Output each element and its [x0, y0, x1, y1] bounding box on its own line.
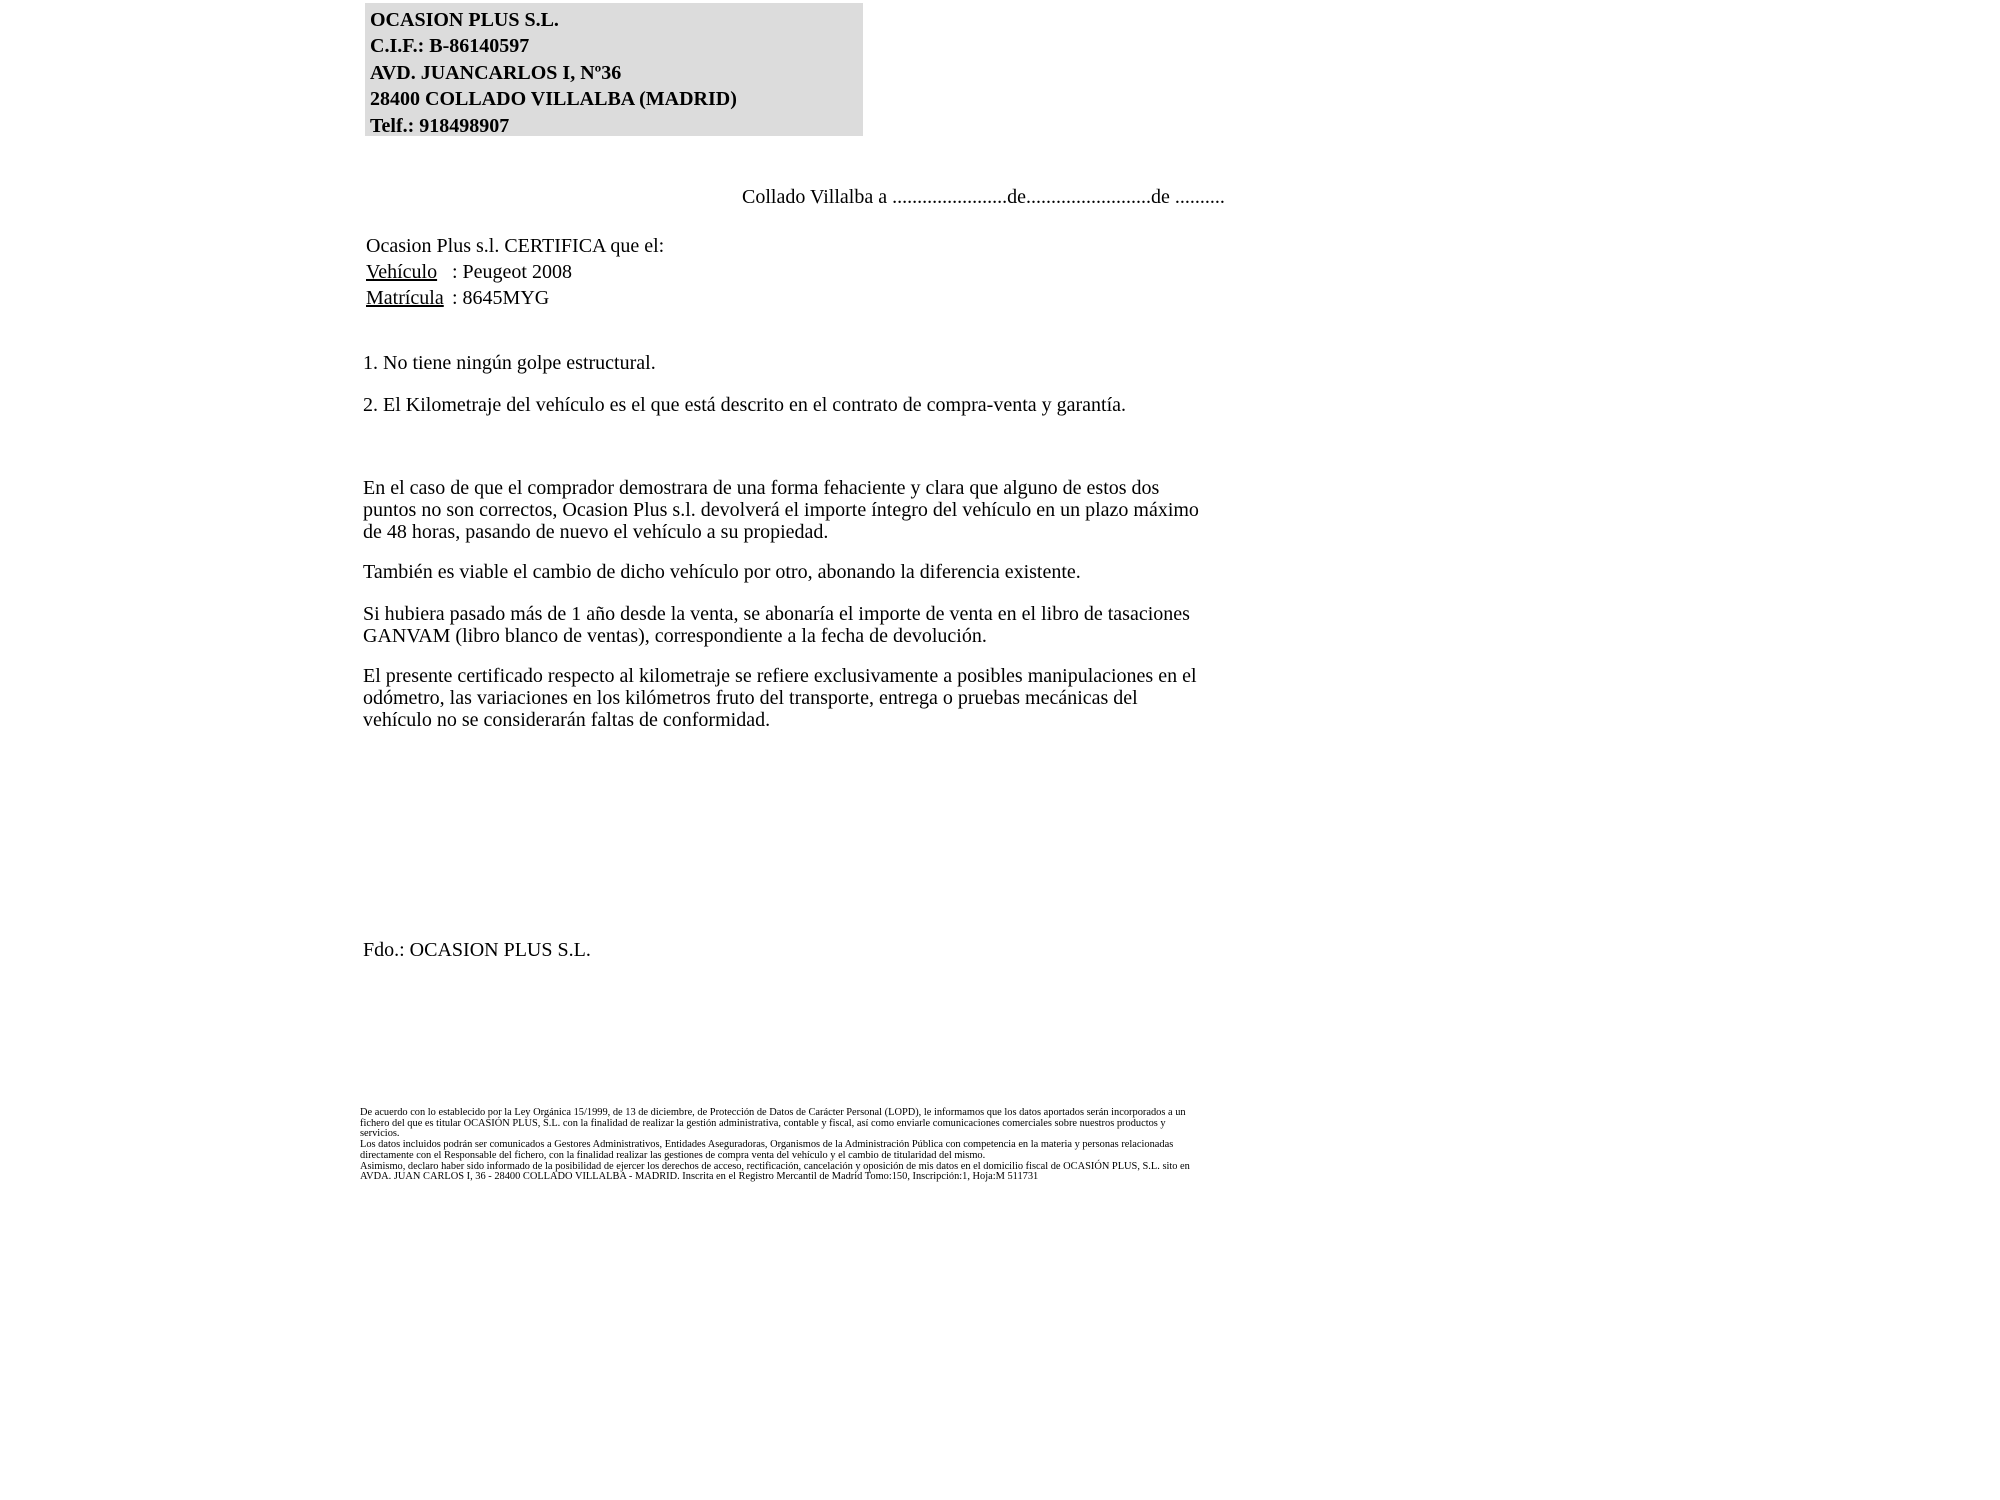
body-paragraph-odometer: El presente certificado respecto al kilometraje se refiere exclusivamente a posibles manipulaciones en el odómetro, las variaciones en los kilómetros fruto del transporte, entrega o pruebas mecánicas del vehículo no se considerarán faltas de conformidad.: [363, 665, 1197, 731]
company-phone: Telf.: 918498907: [370, 114, 510, 137]
vehicle-row: [366, 259, 1066, 285]
certificate-point-2: 2. El Kilometraje del vehículo es el que está descrito en el contrato de compra-venta y garantía.: [363, 394, 1127, 416]
company-name: OCASION PLUS S.L.: [370, 9, 559, 31]
legal-paragraph-rights: Asimismo, declaro haber sido informado de la posibilidad de ejercer los derechos de acceso, rectificación, cancelación y oposición de mis datos en el domicilio fiscal de OCASIÓN PLUS, S.L. sito en AVDA. JUAN CARLOS I, 36 - 28400 COLLADO VILLALBA - MADRID. Inscrita en el Registro Mercantil de Madrid Tomo:150, Inscripción:1, Hoja:M 511731: [360, 1160, 1190, 1183]
body-paragraph-exchange: También es viable el cambio de dicho vehículo por otro, abonando la diferencia existente.: [363, 561, 1081, 583]
body-paragraph-refund: En el caso de que el comprador demostrara de una forma fehaciente y clara que alguno de estos dos puntos no son correctos, Ocasion Plus s.l. devolverá el importe íntegro del vehículo en un plazo máximo de 48 horas, pasando de nuevo el vehículo a su propiedad.: [363, 477, 1199, 543]
legal-footer: [360, 1108, 1205, 1183]
legal-paragraph-lopd: De acuerdo con lo establecido por la Ley Orgánica 15/1999, de 13 de diciembre, de Protección de Datos de Carácter Personal (LOPD), le informamos que los datos aportados serán incorporados a un fichero del que es titular OCASIÓN PLUS, S.L. con la finalidad de realizar la gestión administrativa, contable y fiscal, así como enviarle comunicaciones comerciales sobre nuestros productos y servicios.: [360, 1107, 1186, 1140]
company-cif: C.I.F.: B-86140597: [370, 35, 530, 58]
certify-block: [366, 233, 1066, 311]
vehicle-label: Vehículo: [366, 261, 438, 283]
legal-paragraph-data-sharing: Los datos incluidos podrán ser comunicados a Gestores Administrativos, Entidades Aseguradoras, Organismos de la Administración Pública con competencia en la materia y personas relacionadas directamente con el Responsable del fichero, con la finalidad realizar las gestiones de compra venta del vehículo y el cambio de titularidad del mismo.: [360, 1139, 1174, 1161]
company-address: AVD. JUANCARLOS I, Nº36: [370, 61, 622, 84]
vehicle-value: : Peugeot 2008: [452, 261, 572, 283]
plate-label: Matrícula: [366, 287, 444, 309]
certify-intro: Ocasion Plus s.l. CERTIFICA que el:: [366, 235, 665, 257]
certificate-point-1: 1. No tiene ningún golpe estructural.: [363, 352, 656, 374]
signature-line: Fdo.: OCASION PLUS S.L.: [363, 939, 591, 961]
body-paragraph-ganvam: Si hubiera pasado más de 1 año desde la venta, se abonaría el importe de venta en el libro de tasaciones GANVAM (libro blanco de ventas), correspondiente a la fecha de devolución.: [363, 603, 1190, 647]
plate-value: : 8645MYG: [452, 287, 550, 309]
company-header-block: [365, 3, 863, 136]
date-line: Collado Villalba a .......................de.........................de ..........: [742, 186, 1225, 208]
plate-row: [366, 285, 1066, 311]
company-city: 28400 COLLADO VILLALBA (MADRID): [370, 88, 737, 111]
